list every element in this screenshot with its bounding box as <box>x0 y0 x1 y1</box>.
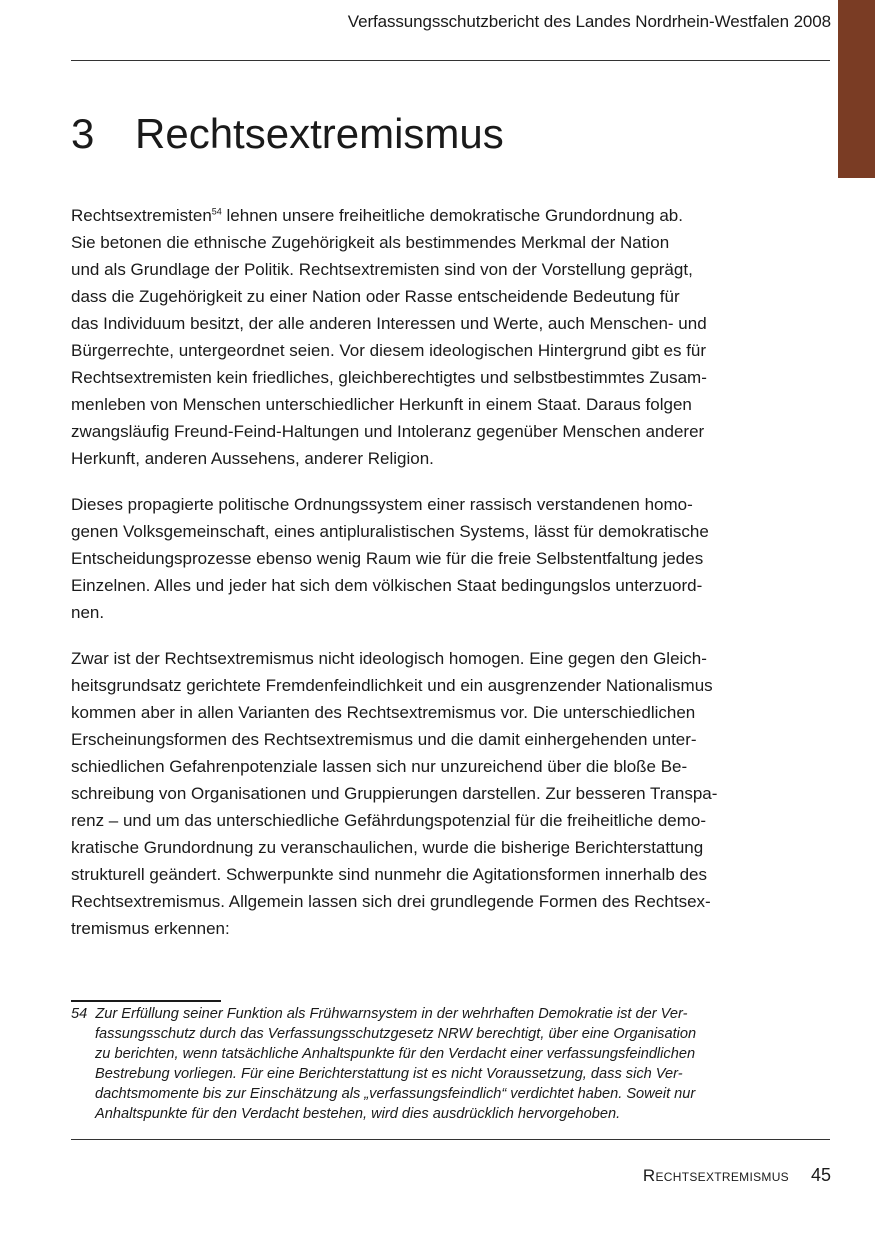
footnote-separator <box>71 1000 221 1002</box>
paragraph-line: Zwar ist der Rechtsextremismus nicht ideologisch homogen. Eine gegen den Gleich- <box>71 649 707 668</box>
footnote-line <box>71 1004 801 1024</box>
header-rule <box>71 60 830 61</box>
footnote-reference[interactable]: 54 <box>211 206 222 217</box>
paragraph-line: Sie betonen die ethnische Zugehörigkeit als bestimmendes Merkmal der Nation <box>71 233 670 252</box>
paragraph-line: und als Grundlage der Politik. Rechtsextremisten sind von der Vorstellung geprägt, <box>71 260 693 279</box>
chapter-number: 3 <box>71 110 95 157</box>
footnote-line: Anhaltspunkte für den Verdacht bestehen, wird dies ausdrücklich hervorgehoben. <box>95 1106 621 1122</box>
paragraph-line: heitsgrundsatz gerichtete Fremdenfeindlichkeit und ein ausgrenzender Nationalismus <box>71 676 713 695</box>
chapter-title: Rechtsextremismus <box>135 110 504 157</box>
paragraph-line: menleben von Menschen unterschiedlicher Herkunft in einem Staat. Daraus folgen <box>71 395 692 414</box>
footnote-line: fassungsschutz durch das Verfassungsschutzgesetz NRW berechtigt, über eine Organisation <box>95 1026 697 1042</box>
paragraph-line <box>71 202 791 229</box>
footnote-line-text: Zur Erfüllung seiner Funktion als Frühwarnsystem in der wehrhaften Demokratie ist der Ver- <box>95 1006 688 1022</box>
chapter-heading <box>71 108 504 160</box>
paragraph-line: Bürgerrechte, untergeordnet seien. Vor diesem ideologischen Hintergrund gibt es für <box>71 341 707 360</box>
paragraph-line: strukturell geändert. Schwerpunkte sind nunmehr die Agitationsformen innerhalb des <box>71 865 707 884</box>
paragraph-line: Einzelnen. Alles und jeder hat sich dem völkischen Staat bedingungslos unterzuord- <box>71 576 703 595</box>
paragraph-3 <box>71 645 791 942</box>
chapter-tab-marker <box>838 0 875 178</box>
paragraph-line: tremismus erkennen: <box>71 919 230 938</box>
paragraph-line: dass die Zugehörigkeit zu einer Nation oder Rasse entscheidende Bedeutung für <box>71 287 680 306</box>
paragraph-line: Dieses propagierte politische Ordnungssystem einer rassisch verstandenen homo- <box>71 495 693 514</box>
paragraph-line: schiedlichen Gefahrenpotenziale lassen sich nur unzureichend über die bloße Be- <box>71 757 688 776</box>
paragraph-line: renz – und um das unterschiedliche Gefährdungspotenzial für die freiheitliche demo- <box>71 811 707 830</box>
footnote-number: 54 <box>71 1006 88 1022</box>
paragraph-line: schreibung von Organisationen und Gruppierungen darstellen. Zur besseren Transpa- <box>71 784 718 803</box>
paragraph-line: Entscheidungsprozesse ebenso wenig Raum wie für die freie Selbstentfaltung jedes <box>71 549 704 568</box>
footnote-line: dachtsmomente bis zur Einschätzung als „verfassungsfeindlich“ verdichtet haben. Soweit nur <box>95 1086 696 1102</box>
paragraph-line: kommen aber in allen Varianten des Rechtsextremismus vor. Die unterschiedlichen <box>71 703 696 722</box>
footnote-line: zu berichten, wenn tatsächliche Anhaltspunkte für den Verdacht einer verfassungsfeindlichen <box>95 1046 696 1062</box>
paragraph-1 <box>71 202 791 472</box>
page-number: 45 <box>810 1165 831 1185</box>
paragraph-line: das Individuum besitzt, der alle anderen Interessen und Werte, auch Menschen- und <box>71 314 707 333</box>
paragraph-line-text: Rechtsextremisten <box>71 206 212 225</box>
paragraph-line: genen Volksgemeinschaft, eines antipluralistischen Systems, lässt für demokratische <box>71 522 709 541</box>
paragraph-line: nen. <box>71 603 105 622</box>
paragraph-2 <box>71 491 791 626</box>
footnote <box>71 1004 801 1124</box>
paragraph-line: Rechtsextremisten kein friedliches, gleichberechtigtes und selbstbestimmtes Zusam- <box>71 368 707 387</box>
paragraph-line: Herkunft, anderen Aussehens, anderer Religion. <box>71 449 434 468</box>
running-header: Verfassungsschutzbericht des Landes Nordrhein-Westfalen 2008 <box>347 12 831 31</box>
paragraph-line-text: lehnen unsere freiheitliche demokratische Grundordnung ab. <box>221 206 683 225</box>
page-footer <box>643 1165 831 1186</box>
paragraph-line: Rechtsextremismus. Allgemein lassen sich drei grundlegende Formen des Rechtsex- <box>71 892 711 911</box>
footnote-line: Bestrebung vorliegen. Für eine Berichterstattung ist es nicht Voraussetzung, dass sich Ver- <box>95 1066 683 1082</box>
footer-rule <box>71 1139 830 1140</box>
paragraph-line: kratische Grundordnung zu veranschaulichen, wurde die bisherige Berichterstattung <box>71 838 704 857</box>
paragraph-line: zwangsläufig Freund-Feind-Haltungen und Intoleranz gegenüber Menschen anderer <box>71 422 705 441</box>
paragraph-line: Erscheinungsformen des Rechtsextremismus und die damit einhergehenden unter- <box>71 730 697 749</box>
footer-section-title: Rechtsextremismus <box>642 1166 789 1185</box>
